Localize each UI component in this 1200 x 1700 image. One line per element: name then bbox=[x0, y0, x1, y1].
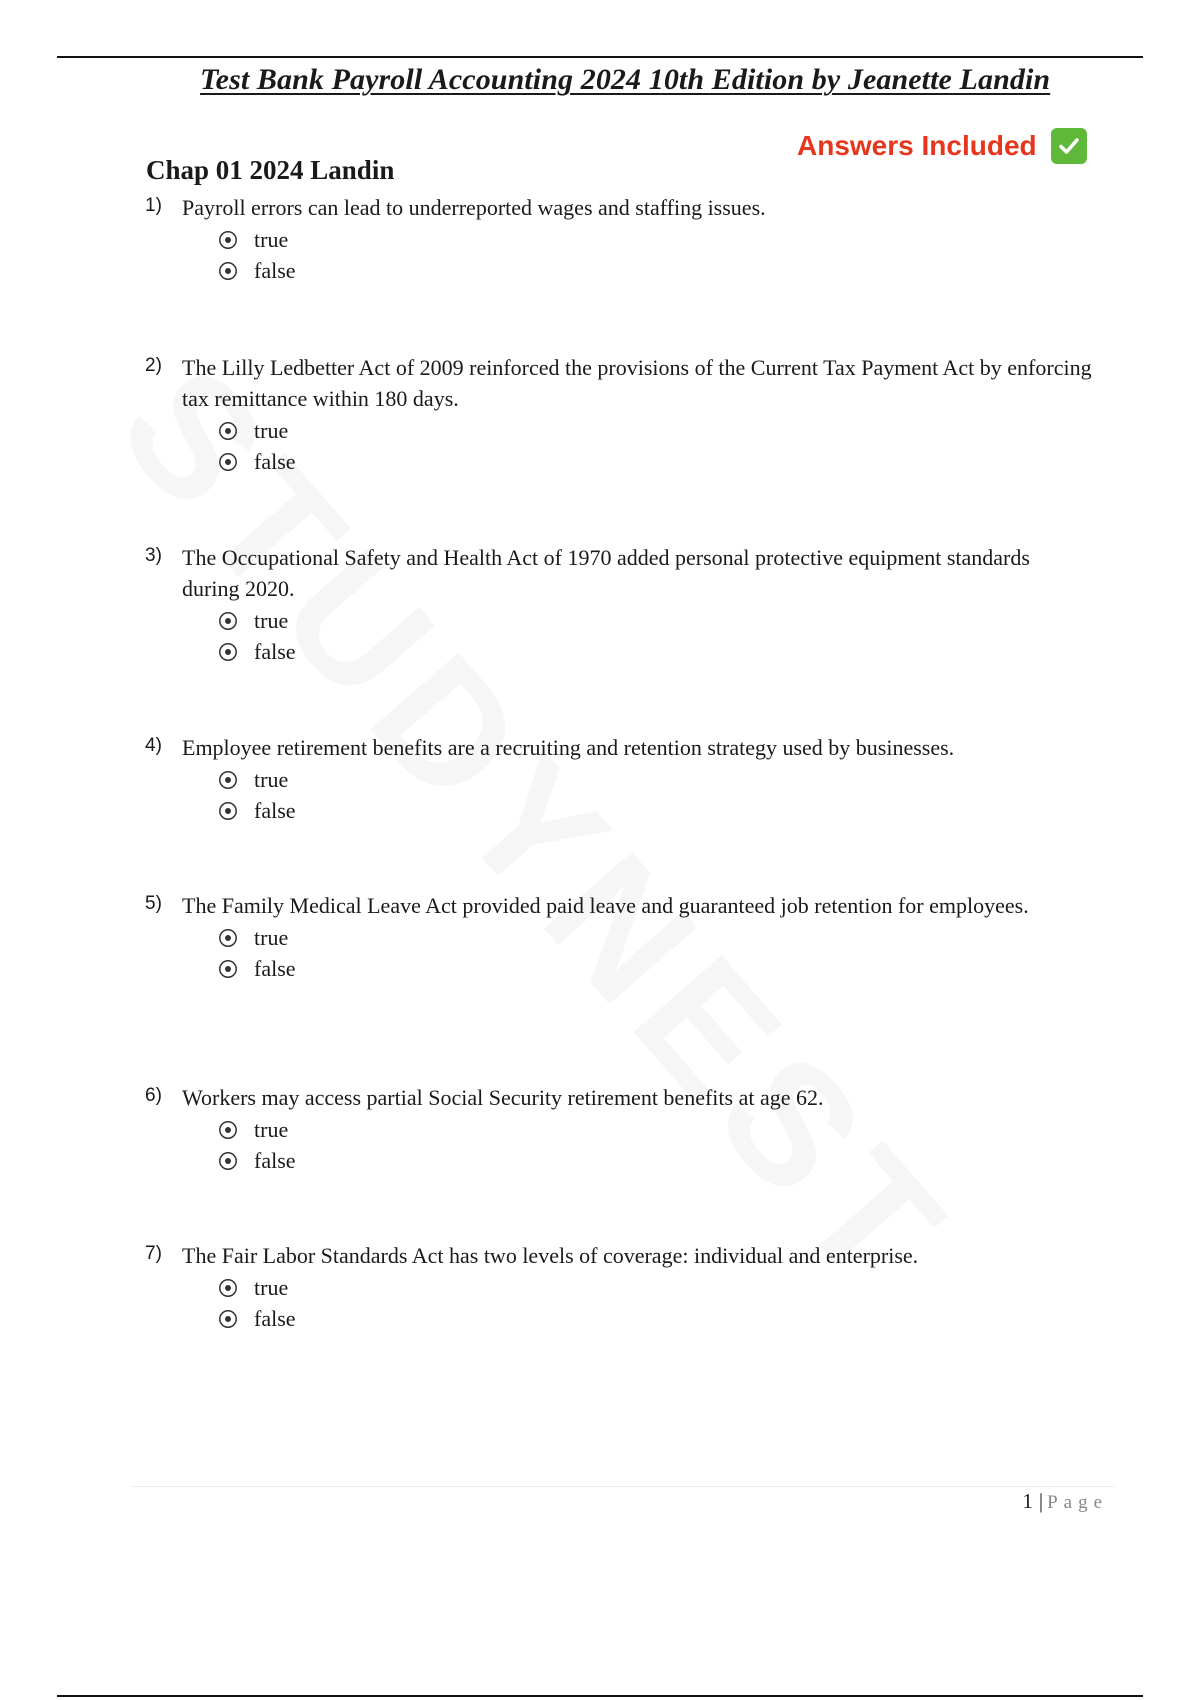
question-number: 2) bbox=[145, 355, 162, 376]
question-text: The Lilly Ledbetter Act of 2009 reinforced the provisions of the Current Tax Payment Act by enforcing tax remittance within 180 days. bbox=[182, 355, 1092, 411]
page-number: 1 bbox=[1022, 1489, 1033, 1513]
footer-rule bbox=[130, 1486, 1115, 1487]
option-label: true bbox=[254, 607, 289, 633]
question-text: Workers may access partial Social Security retirement benefits at age 62. bbox=[182, 1085, 824, 1110]
radio-button-icon[interactable] bbox=[218, 770, 238, 790]
radio-button-icon[interactable] bbox=[218, 1278, 238, 1298]
question-number: 1) bbox=[145, 195, 162, 216]
option-label: true bbox=[254, 924, 289, 950]
option-true[interactable] bbox=[218, 764, 1105, 795]
radio-button-icon[interactable] bbox=[218, 261, 238, 281]
option-true[interactable] bbox=[218, 1114, 1105, 1145]
question-3 bbox=[145, 542, 1105, 667]
radio-button-icon[interactable] bbox=[218, 1120, 238, 1140]
option-label: false bbox=[254, 257, 296, 283]
option-label: false bbox=[254, 955, 296, 981]
option-label: false bbox=[254, 797, 296, 823]
answers-included-badge bbox=[797, 128, 1087, 164]
answers-included-label: Answers Included bbox=[797, 130, 1037, 161]
option-label: false bbox=[254, 638, 296, 664]
radio-button-icon[interactable] bbox=[218, 230, 238, 250]
option-true[interactable] bbox=[218, 415, 1105, 446]
radio-button-icon[interactable] bbox=[218, 642, 238, 662]
option-label: true bbox=[254, 1274, 289, 1300]
radio-button-icon[interactable] bbox=[218, 928, 238, 948]
radio-button-icon[interactable] bbox=[218, 421, 238, 441]
option-false[interactable] bbox=[218, 636, 1105, 667]
option-false[interactable] bbox=[218, 795, 1105, 826]
top-rule bbox=[57, 56, 1143, 58]
watermark bbox=[82, 330, 988, 1331]
chapter-title: Chap 01 2024 Landin bbox=[146, 155, 395, 185]
question-number: 3) bbox=[145, 545, 162, 566]
option-label: true bbox=[254, 226, 289, 252]
radio-button-icon[interactable] bbox=[218, 452, 238, 472]
option-label: true bbox=[254, 1116, 289, 1142]
question-number: 5) bbox=[145, 893, 162, 914]
option-label: false bbox=[254, 448, 296, 474]
option-label: false bbox=[254, 1305, 296, 1331]
document-title: Test Bank Payroll Accounting 2024 10th Edition by Jeanette Landin bbox=[200, 63, 1051, 96]
radio-button-icon[interactable] bbox=[218, 801, 238, 821]
option-true[interactable] bbox=[218, 224, 1105, 255]
radio-button-icon[interactable] bbox=[218, 959, 238, 979]
check-mark-icon bbox=[1051, 128, 1087, 164]
radio-button-icon[interactable] bbox=[218, 1309, 238, 1329]
question-text: Payroll errors can lead to underreported wages and staffing issues. bbox=[182, 195, 766, 220]
question-5 bbox=[145, 890, 1105, 984]
question-2 bbox=[145, 352, 1105, 477]
page-label: Page bbox=[1047, 1492, 1108, 1513]
option-true[interactable] bbox=[218, 605, 1105, 636]
option-false[interactable] bbox=[218, 255, 1105, 286]
question-text: Employee retirement benefits are a recruiting and retention strategy used by businesses. bbox=[182, 735, 955, 760]
question-text: The Family Medical Leave Act provided paid leave and guaranteed job retention for employees. bbox=[182, 893, 1029, 918]
page-separator: | bbox=[1038, 1489, 1044, 1513]
option-false[interactable] bbox=[218, 1303, 1105, 1334]
radio-button-icon[interactable] bbox=[218, 611, 238, 631]
page-footer bbox=[1022, 1489, 1108, 1514]
radio-button-icon[interactable] bbox=[218, 1151, 238, 1171]
option-false[interactable] bbox=[218, 1145, 1105, 1176]
question-7 bbox=[145, 1240, 1105, 1334]
question-number: 6) bbox=[145, 1085, 162, 1106]
option-label: true bbox=[254, 417, 289, 443]
question-text: The Fair Labor Standards Act has two levels of coverage: individual and enterprise. bbox=[182, 1243, 919, 1268]
option-label: true bbox=[254, 766, 289, 792]
question-number: 7) bbox=[145, 1243, 162, 1264]
option-false[interactable] bbox=[218, 446, 1105, 477]
question-1 bbox=[145, 192, 1105, 286]
question-4 bbox=[145, 732, 1105, 826]
option-true[interactable] bbox=[218, 922, 1105, 953]
option-false[interactable] bbox=[218, 953, 1105, 984]
option-label: false bbox=[254, 1147, 296, 1173]
question-6 bbox=[145, 1082, 1105, 1176]
question-number: 4) bbox=[145, 735, 162, 756]
bottom-rule bbox=[57, 1695, 1143, 1697]
option-true[interactable] bbox=[218, 1272, 1105, 1303]
question-text: The Occupational Safety and Health Act of 1970 added personal protective equipment standards during 2020. bbox=[182, 545, 1030, 601]
